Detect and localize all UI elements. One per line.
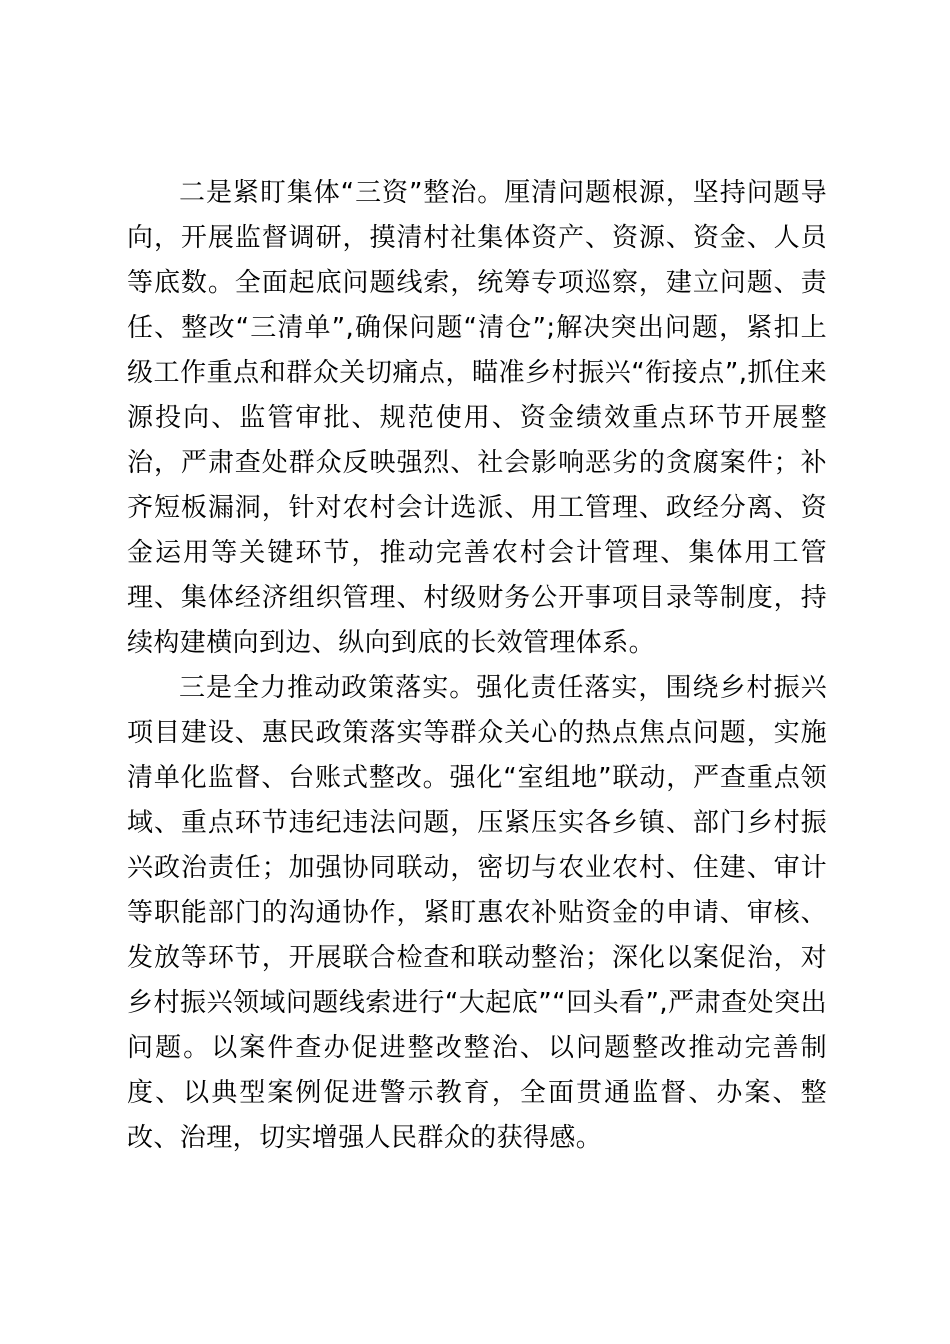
document-body [127,171,827,1161]
paragraph-zhengce-luoshi: 三是全力推动政策落实。强化责任落实，围绕乡村振兴项目建设、惠民政策落实等群众关心的热点焦点问题，实施清单化监督、台账式整改。强化“室组地”联动，严查重点领域、重点环节违纪违法问题，压紧压实各乡镇、部门乡村振兴政治责任；加强协同联动，密切与农业农村、住建、审计等职能部门的沟通协作，紧盯惠农补贴资金的申请、审核、发放等环节，开展联合检查和联动整治；深化以案促治，对乡村振兴领域问题线索进行“大起底”“回头看”,严肃查处突出问题。以案件查办促进整改整治、以问题整改推动完善制度、以典型案例促进警示教育，全面贯通监督、办案、整改、治理，切实增强人民群众的获得感。 [127,673,827,1153]
paragraph-san-zi-zhengzhi: 二是紧盯集体“三资”整治。厘清问题根源，坚持问题导向，开展监督调研，摸清村社集体资产、资源、资金、人员等底数。全面起底问题线索，统筹专项巡察，建立问题、责任、整改“三清单”,确保问题“清仓”;解决突出问题，紧扣上级工作重点和群众关切痛点，瞄准乡村振兴“衔接点”,抓住来源投向、监管审批、规范使用、资金绩效重点环节开展整治，严肃查处群众反映强烈、社会影响恶劣的贪腐案件；补齐短板漏洞，针对农村会计选派、用工管理、政经分离、资金运用等关键环节，推动完善农村会计管理、集体用工管理、集体经济组织管理、村级财务公开事项目录等制度，持续构建横向到边、纵向到底的长效管理体系。 [127,178,827,658]
